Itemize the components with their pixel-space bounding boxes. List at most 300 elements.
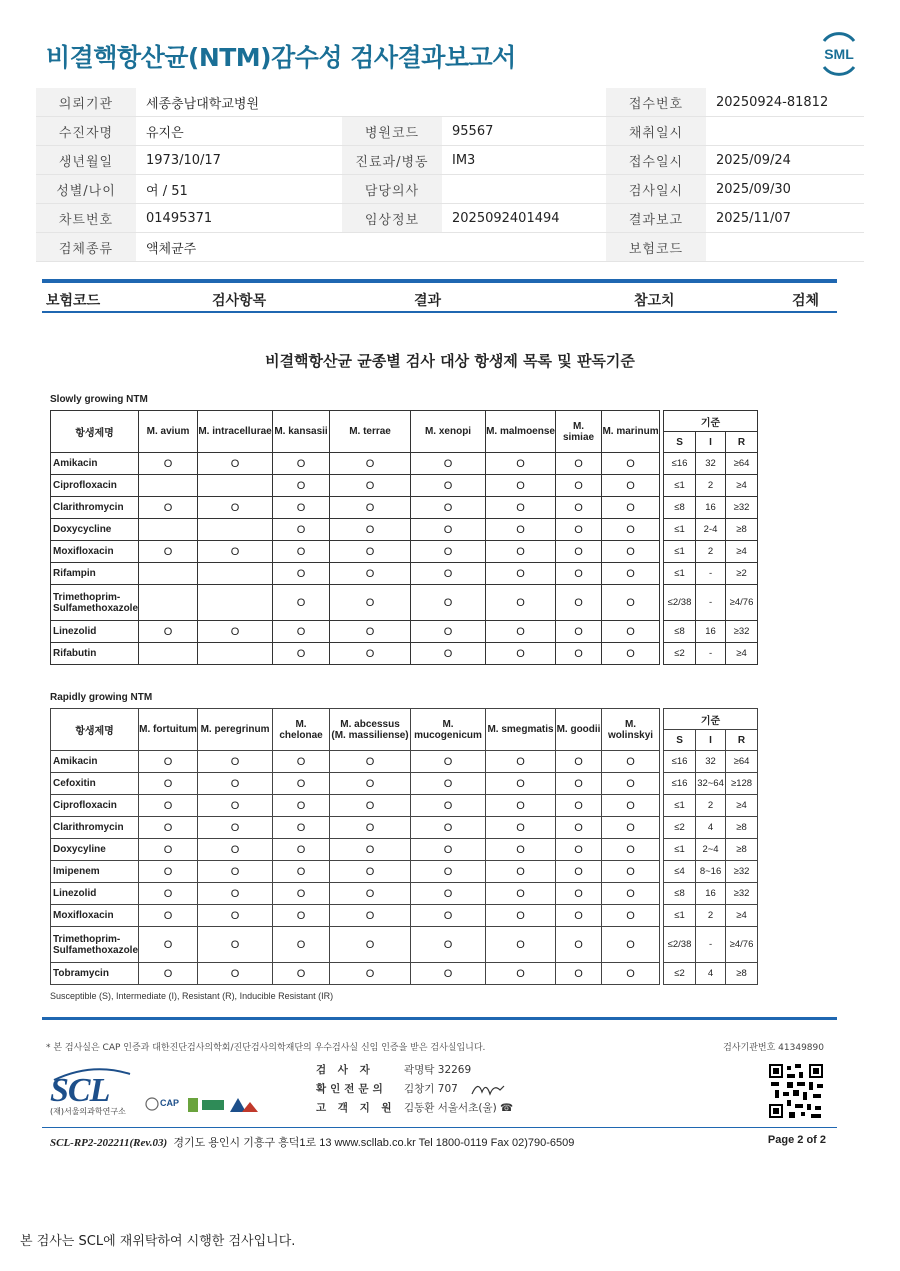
info-value: 2025092401494 bbox=[442, 204, 606, 233]
certification-note: * 본 검사실은 CAP 인증과 대한진단검사의학회/진단검사의학재단의 우수검사실 신임 인증을 받은 검사실입니다. bbox=[46, 1043, 486, 1053]
test-mark: O bbox=[273, 475, 330, 497]
test-mark: O bbox=[486, 795, 556, 817]
rapid-section-label: Rapidly growing NTM bbox=[50, 692, 153, 703]
test-mark: O bbox=[273, 905, 330, 927]
test-mark: O bbox=[273, 563, 330, 585]
test-mark: O bbox=[486, 963, 556, 985]
test-mark: O bbox=[198, 453, 273, 475]
criteria-r: ≥8 bbox=[726, 519, 758, 541]
species-name: M. intracellurae bbox=[198, 426, 272, 437]
criteria-s: ≤1 bbox=[664, 905, 696, 927]
table-row bbox=[51, 773, 758, 795]
species-name: M. peregrinum bbox=[200, 724, 270, 735]
test-mark: O bbox=[602, 643, 660, 665]
species-header bbox=[273, 709, 330, 751]
antibiotic-name-line: Moxifloxacin bbox=[53, 910, 114, 921]
test-mark: O bbox=[556, 861, 602, 883]
species-header bbox=[556, 709, 602, 751]
test-mark: O bbox=[602, 453, 660, 475]
scl-logo: SCL bbox=[50, 1072, 110, 1109]
species-name: M. chelonae bbox=[279, 718, 323, 741]
criteria-s: ≤16 bbox=[664, 453, 696, 475]
lab-name: (재)서울의과학연구소 bbox=[50, 1107, 126, 1116]
criteria-header: 기준 bbox=[664, 709, 758, 730]
species-header bbox=[411, 411, 486, 453]
test-mark bbox=[198, 643, 273, 665]
criteria-i: 8~16 bbox=[696, 861, 726, 883]
accreditation-marks bbox=[142, 1094, 262, 1118]
criteria-r: ≥64 bbox=[726, 453, 758, 475]
species-header bbox=[330, 709, 411, 751]
info-value: 2025/09/30 bbox=[706, 175, 864, 204]
test-mark: O bbox=[602, 541, 660, 563]
test-mark: O bbox=[273, 541, 330, 563]
test-mark: O bbox=[330, 817, 411, 839]
test-mark: O bbox=[139, 963, 198, 985]
info-label: 접수번호 bbox=[606, 88, 706, 117]
info-value: 2025/11/07 bbox=[706, 204, 864, 233]
criteria-r: ≥4 bbox=[726, 905, 758, 927]
test-mark: O bbox=[198, 497, 273, 519]
test-mark: O bbox=[411, 453, 486, 475]
antibiotic-header: 항생제명 bbox=[51, 709, 139, 751]
criteria-r: ≥128 bbox=[726, 773, 758, 795]
sir-header: R bbox=[726, 432, 758, 453]
antibiotic-name bbox=[51, 621, 139, 643]
results-header bbox=[42, 290, 837, 310]
info-label bbox=[342, 233, 442, 262]
test-mark bbox=[139, 475, 198, 497]
antibiotic-name bbox=[51, 563, 139, 585]
criteria-s: ≤1 bbox=[664, 839, 696, 861]
test-mark: O bbox=[411, 839, 486, 861]
test-mark: O bbox=[556, 519, 602, 541]
criteria-i: 2 bbox=[696, 541, 726, 563]
antibiotic-name-line: Trimethoprim- bbox=[53, 933, 121, 945]
test-mark: O bbox=[139, 905, 198, 927]
criteria-i: 2-4 bbox=[696, 519, 726, 541]
info-label: 검체종류 bbox=[36, 233, 136, 262]
antibiotic-name-line: Moxifloxacin bbox=[53, 546, 114, 557]
results-bottom-rule bbox=[42, 311, 837, 313]
species-name: M. smegmatis bbox=[487, 724, 554, 735]
info-value bbox=[706, 233, 864, 262]
test-mark: O bbox=[602, 927, 660, 963]
rapid-ntm-table bbox=[50, 708, 758, 985]
info-value: 95567 bbox=[442, 117, 606, 146]
species-name: M. goodii bbox=[556, 724, 601, 735]
test-mark: O bbox=[556, 817, 602, 839]
table-row bbox=[51, 475, 758, 497]
species-header bbox=[139, 709, 198, 751]
info-value bbox=[706, 117, 864, 146]
criteria-i: 16 bbox=[696, 883, 726, 905]
sir-legend: Susceptible (S), Intermediate (I), Resistant (R), Inducible Resistant (IR) bbox=[50, 991, 334, 1001]
criteria-s: ≤8 bbox=[664, 497, 696, 519]
footer-top-rule bbox=[42, 1017, 837, 1020]
antibiotic-name bbox=[51, 643, 139, 665]
criteria-s: ≤2/38 bbox=[664, 927, 696, 963]
test-mark: O bbox=[486, 643, 556, 665]
info-row bbox=[36, 146, 864, 175]
test-mark: O bbox=[273, 817, 330, 839]
test-mark: O bbox=[411, 927, 486, 963]
species-header bbox=[411, 709, 486, 751]
table-row bbox=[51, 861, 758, 883]
test-mark: O bbox=[486, 883, 556, 905]
criteria-r: ≥8 bbox=[726, 817, 758, 839]
species-name: M. malmoense bbox=[486, 426, 555, 437]
slow-section-label: Slowly growing NTM bbox=[50, 394, 148, 405]
test-mark: O bbox=[330, 563, 411, 585]
test-mark: O bbox=[139, 927, 198, 963]
info-value: 01495371 bbox=[136, 204, 342, 233]
criteria-s: ≤2 bbox=[664, 817, 696, 839]
info-label: 병원코드 bbox=[342, 117, 442, 146]
staff-row bbox=[316, 1099, 524, 1118]
test-mark: O bbox=[273, 773, 330, 795]
test-mark: O bbox=[486, 773, 556, 795]
antibiotic-name-line: Sulfamethoxazole bbox=[53, 602, 139, 614]
antibiotic-name-line: Amikacin bbox=[53, 458, 98, 469]
test-mark: O bbox=[273, 519, 330, 541]
test-mark: O bbox=[486, 905, 556, 927]
test-mark: O bbox=[602, 519, 660, 541]
test-mark: O bbox=[556, 643, 602, 665]
table-row bbox=[51, 795, 758, 817]
test-mark: O bbox=[139, 541, 198, 563]
test-mark: O bbox=[556, 773, 602, 795]
antibiotic-name-line: Tobramycin bbox=[53, 968, 109, 979]
test-mark: O bbox=[198, 751, 273, 773]
antibiotic-name bbox=[51, 453, 139, 475]
antibiotic-name bbox=[51, 541, 139, 563]
test-mark: O bbox=[602, 795, 660, 817]
antibiotic-name bbox=[51, 927, 139, 963]
antibiotic-name bbox=[51, 905, 139, 927]
test-mark: O bbox=[273, 497, 330, 519]
test-mark: O bbox=[411, 751, 486, 773]
info-value: 액체균주 bbox=[136, 233, 342, 262]
info-value: 유지은 bbox=[136, 117, 342, 146]
criteria-s: ≤4 bbox=[664, 861, 696, 883]
test-mark: O bbox=[139, 795, 198, 817]
page-number: Page 2 of 2 bbox=[767, 1134, 826, 1146]
table-row bbox=[51, 497, 758, 519]
criteria-s: ≤2 bbox=[664, 963, 696, 985]
test-mark: O bbox=[139, 453, 198, 475]
antibiotic-name-line: Amikacin bbox=[53, 756, 98, 767]
test-mark: O bbox=[139, 817, 198, 839]
col-reference: 참고치 bbox=[634, 293, 675, 309]
criteria-r: ≥4 bbox=[726, 475, 758, 497]
info-value: 여 / 51 bbox=[136, 175, 342, 204]
criteria-i: - bbox=[696, 643, 726, 665]
col-result: 결과 bbox=[414, 293, 442, 309]
test-mark: O bbox=[330, 621, 411, 643]
test-mark: O bbox=[602, 839, 660, 861]
test-mark: O bbox=[602, 817, 660, 839]
test-mark bbox=[198, 585, 273, 621]
qr-code-icon bbox=[769, 1064, 823, 1118]
antibiotic-name bbox=[51, 861, 139, 883]
table-row bbox=[51, 563, 758, 585]
sml-logo bbox=[816, 31, 862, 77]
criteria-s: ≤16 bbox=[664, 751, 696, 773]
antibiotic-name-line: Ciprofloxacin bbox=[53, 480, 117, 491]
info-label: 진료과/병동 bbox=[342, 146, 442, 175]
table-row bbox=[51, 519, 758, 541]
test-mark: O bbox=[602, 475, 660, 497]
antibiotic-name-line: Rifabutin bbox=[53, 648, 97, 659]
results-top-rule bbox=[42, 279, 837, 283]
species-name: M. marinum bbox=[602, 426, 659, 437]
test-mark: O bbox=[602, 621, 660, 643]
staff-role: 검 사 자 bbox=[316, 1064, 374, 1076]
info-value: 20250924-81812 bbox=[706, 88, 864, 117]
antibiotic-name-line: Clarithromycin bbox=[53, 822, 124, 833]
test-mark: O bbox=[330, 927, 411, 963]
info-label: 접수일시 bbox=[606, 146, 706, 175]
test-mark: O bbox=[330, 905, 411, 927]
criteria-header: 기준 bbox=[664, 411, 758, 432]
test-mark: O bbox=[273, 621, 330, 643]
table-row bbox=[51, 621, 758, 643]
antibiotic-name bbox=[51, 883, 139, 905]
criteria-i: 16 bbox=[696, 497, 726, 519]
info-value: 세종충남대학교병원 bbox=[136, 88, 342, 117]
info-label: 수진자명 bbox=[36, 117, 136, 146]
info-row bbox=[36, 233, 864, 262]
antibiotic-name bbox=[51, 839, 139, 861]
test-mark: O bbox=[602, 861, 660, 883]
institution-number: 검사기관번호 41349890 bbox=[723, 1043, 824, 1053]
species-name: M. mucogenicum bbox=[414, 718, 482, 741]
test-mark: O bbox=[139, 497, 198, 519]
test-mark: O bbox=[198, 839, 273, 861]
table-header-row bbox=[51, 411, 758, 432]
species-name: M. xenopi bbox=[424, 426, 472, 437]
info-label: 결과보고 bbox=[606, 204, 706, 233]
species-name: M. avium bbox=[146, 426, 190, 437]
info-label: 생년월일 bbox=[36, 146, 136, 175]
sir-header: R bbox=[726, 730, 758, 751]
test-mark: O bbox=[556, 497, 602, 519]
test-mark: O bbox=[602, 883, 660, 905]
test-mark: O bbox=[139, 773, 198, 795]
col-insurance-code: 보험코드 bbox=[46, 293, 101, 309]
test-mark: O bbox=[198, 883, 273, 905]
criteria-i: 32~64 bbox=[696, 773, 726, 795]
table-row bbox=[51, 927, 758, 963]
table-row bbox=[51, 883, 758, 905]
species-name: M. terrae bbox=[349, 426, 391, 437]
criteria-s: ≤8 bbox=[664, 883, 696, 905]
antibiotic-name bbox=[51, 795, 139, 817]
test-mark: O bbox=[486, 453, 556, 475]
criteria-i: 16 bbox=[696, 621, 726, 643]
info-row bbox=[36, 88, 864, 117]
table-row bbox=[51, 541, 758, 563]
test-mark: O bbox=[330, 839, 411, 861]
test-mark: O bbox=[198, 817, 273, 839]
test-mark bbox=[139, 643, 198, 665]
antibiotic-name-line: Sulfamethoxazole bbox=[53, 944, 139, 956]
test-mark: O bbox=[330, 751, 411, 773]
antibiotic-name-line: Clarithromycin bbox=[53, 502, 124, 513]
staff-name: 곽명탁 32269 bbox=[404, 1064, 472, 1076]
criteria-s: ≤2 bbox=[664, 643, 696, 665]
antibiotic-name bbox=[51, 751, 139, 773]
test-mark: O bbox=[602, 497, 660, 519]
test-mark: O bbox=[139, 751, 198, 773]
test-mark: O bbox=[556, 563, 602, 585]
info-value bbox=[442, 175, 606, 204]
criteria-r: ≥4 bbox=[726, 795, 758, 817]
test-mark: O bbox=[330, 643, 411, 665]
antibiotic-name-line: Linezolid bbox=[53, 626, 97, 637]
test-mark: O bbox=[411, 905, 486, 927]
staff-name: 김창기 707 bbox=[404, 1083, 458, 1095]
species-header bbox=[139, 411, 198, 453]
criteria-r: ≥32 bbox=[726, 861, 758, 883]
test-mark: O bbox=[411, 621, 486, 643]
info-value bbox=[442, 233, 606, 262]
criteria-i: - bbox=[696, 927, 726, 963]
criteria-r: ≥2 bbox=[726, 563, 758, 585]
species-header bbox=[556, 411, 602, 453]
test-mark: O bbox=[273, 861, 330, 883]
criteria-r: ≥64 bbox=[726, 751, 758, 773]
signature-icon bbox=[470, 1078, 506, 1100]
criteria-i: 2 bbox=[696, 475, 726, 497]
test-mark bbox=[198, 519, 273, 541]
test-mark: O bbox=[411, 475, 486, 497]
sir-header: S bbox=[664, 730, 696, 751]
test-mark bbox=[139, 519, 198, 541]
criteria-i: 2 bbox=[696, 905, 726, 927]
test-mark: O bbox=[602, 963, 660, 985]
test-mark: O bbox=[556, 927, 602, 963]
test-mark: O bbox=[411, 643, 486, 665]
test-mark: O bbox=[330, 519, 411, 541]
test-mark: O bbox=[411, 883, 486, 905]
criteria-i: 32 bbox=[696, 453, 726, 475]
sir-header: I bbox=[696, 730, 726, 751]
test-mark: O bbox=[411, 585, 486, 621]
test-mark: O bbox=[198, 927, 273, 963]
test-mark: O bbox=[486, 817, 556, 839]
species-name: M. wolinskyi bbox=[608, 718, 654, 741]
test-mark: O bbox=[411, 817, 486, 839]
criteria-r: ≥32 bbox=[726, 883, 758, 905]
info-label bbox=[342, 88, 442, 117]
antibiotic-name-line: Linezolid bbox=[53, 888, 97, 899]
criteria-s: ≤1 bbox=[664, 475, 696, 497]
test-mark: O bbox=[602, 905, 660, 927]
test-mark: O bbox=[411, 963, 486, 985]
antibiotic-name bbox=[51, 585, 139, 621]
species-header bbox=[198, 411, 273, 453]
info-label: 보험코드 bbox=[606, 233, 706, 262]
antibiotic-name bbox=[51, 773, 139, 795]
test-mark: O bbox=[330, 541, 411, 563]
test-mark: O bbox=[198, 621, 273, 643]
test-mark: O bbox=[556, 751, 602, 773]
test-mark: O bbox=[411, 861, 486, 883]
test-mark bbox=[198, 563, 273, 585]
info-value: IM3 bbox=[442, 146, 606, 175]
test-mark: O bbox=[556, 541, 602, 563]
criteria-i: - bbox=[696, 563, 726, 585]
test-mark: O bbox=[602, 751, 660, 773]
test-mark: O bbox=[556, 839, 602, 861]
scl-swoosh-icon bbox=[52, 1066, 132, 1082]
table-row bbox=[51, 905, 758, 927]
svg-text:CAP: CAP bbox=[160, 1098, 180, 1108]
test-mark: O bbox=[486, 519, 556, 541]
species-name: M. simiae bbox=[562, 420, 595, 443]
test-mark bbox=[198, 475, 273, 497]
test-mark: O bbox=[486, 497, 556, 519]
test-mark: O bbox=[198, 795, 273, 817]
col-specimen: 검체 bbox=[792, 293, 820, 309]
criteria-r: ≥8 bbox=[726, 839, 758, 861]
species-header bbox=[486, 709, 556, 751]
species-header bbox=[198, 709, 273, 751]
test-mark: O bbox=[273, 963, 330, 985]
test-mark: O bbox=[330, 585, 411, 621]
test-mark: O bbox=[486, 563, 556, 585]
col-test-item: 검사항목 bbox=[212, 293, 267, 309]
criteria-i: - bbox=[696, 585, 726, 621]
criteria-r: ≥8 bbox=[726, 963, 758, 985]
slow-ntm-table bbox=[50, 410, 758, 665]
info-label: 검사일시 bbox=[606, 175, 706, 204]
antibiotic-name bbox=[51, 497, 139, 519]
form-number: SCL-RP2-202211(Rev.03) bbox=[50, 1137, 168, 1149]
table-row bbox=[51, 817, 758, 839]
info-label: 임상정보 bbox=[342, 204, 442, 233]
staff-role: 고 객 지 원 bbox=[316, 1102, 396, 1114]
test-mark: O bbox=[198, 861, 273, 883]
info-row bbox=[36, 204, 864, 233]
test-mark: O bbox=[330, 963, 411, 985]
sir-header: I bbox=[696, 432, 726, 453]
test-mark: O bbox=[602, 585, 660, 621]
criteria-s: ≤1 bbox=[664, 795, 696, 817]
test-mark: O bbox=[556, 883, 602, 905]
test-mark: O bbox=[602, 773, 660, 795]
antibiotic-name bbox=[51, 963, 139, 985]
table-row bbox=[51, 751, 758, 773]
test-mark: O bbox=[273, 751, 330, 773]
test-mark: O bbox=[411, 563, 486, 585]
antibiotic-name-line: Ciprofloxacin bbox=[53, 800, 117, 811]
test-mark: O bbox=[486, 839, 556, 861]
test-mark: O bbox=[139, 621, 198, 643]
test-mark: O bbox=[486, 927, 556, 963]
test-mark: O bbox=[273, 839, 330, 861]
antibiotic-name-line: Imipenem bbox=[53, 866, 100, 877]
test-mark: O bbox=[330, 795, 411, 817]
species-name: M. fortuitum bbox=[139, 724, 197, 735]
test-mark: O bbox=[556, 585, 602, 621]
species-header bbox=[602, 709, 660, 751]
test-mark: O bbox=[330, 773, 411, 795]
test-mark: O bbox=[556, 475, 602, 497]
antibiotic-name-line: Cefoxitin bbox=[53, 778, 96, 789]
